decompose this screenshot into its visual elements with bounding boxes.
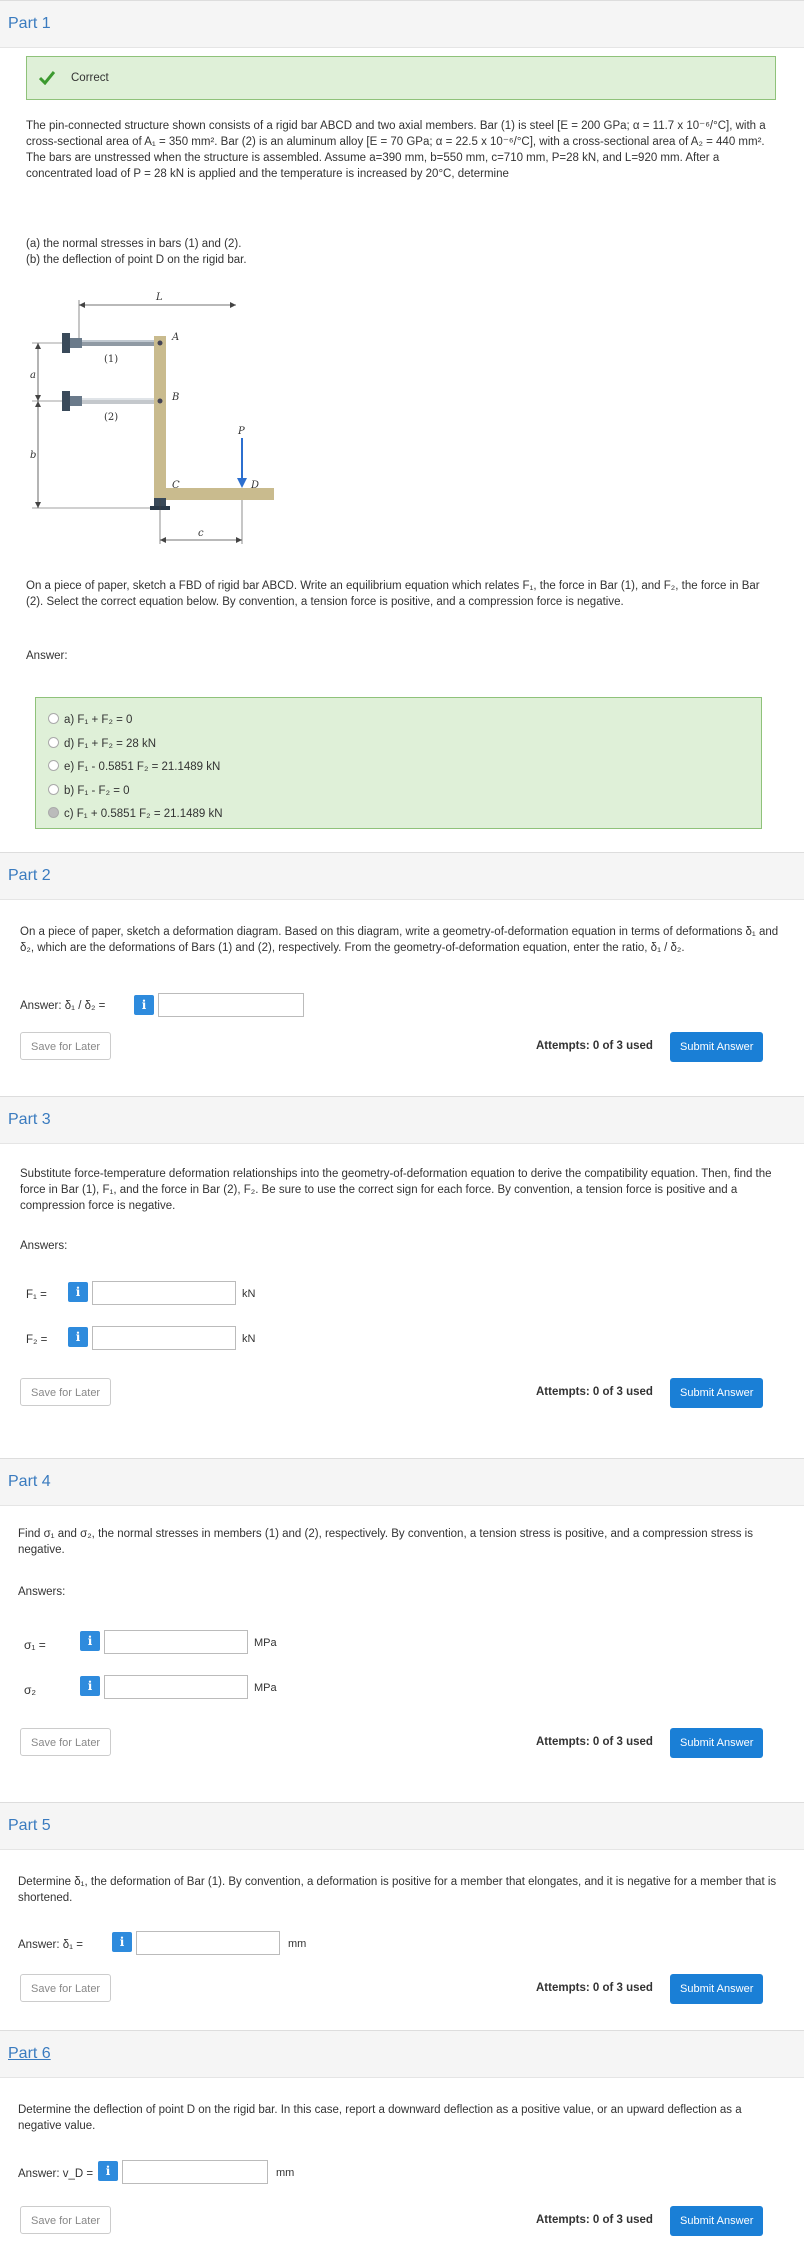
part-4 bbox=[0, 1458, 804, 1780]
option-a[interactable] bbox=[48, 713, 132, 726]
point-B-label: B bbox=[172, 392, 180, 403]
part-5-text: Determine δ₁, the deformation of Bar (1). By convention, a deformation is positive for a member that elongates, and it is negative for a member that is shortened. bbox=[18, 1876, 777, 1904]
dim-c-label: c bbox=[198, 528, 204, 539]
load-P-label: P bbox=[238, 426, 245, 437]
structure-diagram bbox=[24, 288, 424, 548]
sigma2-input[interactable] bbox=[104, 1675, 248, 1699]
attempts-counter: Attempts: 0 of 3 used bbox=[536, 1386, 653, 1398]
submit-answer-button[interactable]: Submit Answer bbox=[670, 1032, 763, 1062]
info-icon[interactable]: i bbox=[80, 1631, 100, 1651]
dim-a-label: a bbox=[30, 370, 36, 381]
part-2-header bbox=[0, 852, 804, 900]
sigma2-unit: MPa bbox=[254, 1682, 277, 1694]
problem-item-a: (a) the normal stresses in bars (1) and (2). bbox=[26, 238, 242, 250]
option-d-label: d) F₁ + F₂ = 28 kN bbox=[64, 738, 157, 750]
point-D-label: D bbox=[251, 480, 260, 491]
attempts-counter: Attempts: 0 of 3 used bbox=[536, 1982, 653, 1994]
options-panel bbox=[35, 697, 762, 829]
part-3-answers-label: Answers: bbox=[20, 1240, 68, 1252]
submit-answer-button[interactable]: Submit Answer bbox=[670, 1378, 763, 1408]
submit-answer-button[interactable]: Submit Answer bbox=[670, 1728, 763, 1758]
option-b[interactable] bbox=[48, 784, 130, 797]
save-for-later-button[interactable]: Save for Later bbox=[20, 1032, 111, 1060]
f1-label: F₁ = bbox=[26, 1289, 47, 1301]
submit-answer-button[interactable]: Submit Answer bbox=[670, 1974, 763, 2004]
info-icon[interactable]: i bbox=[68, 1282, 88, 1302]
part-6-header bbox=[0, 2030, 804, 2078]
part-2 bbox=[0, 852, 804, 1084]
part-6 bbox=[0, 2030, 804, 2258]
f2-label: F₂ = bbox=[26, 1334, 48, 1346]
delta1-unit: mm bbox=[288, 1938, 307, 1950]
correct-banner bbox=[26, 56, 776, 100]
problem-text: The pin-connected structure shown consists of a rigid bar ABCD and two axial members. Bar (1) is steel [E = 200 GPa; α = 11.7 x 10⁻⁶/°C], with a cross-sectional area of A₁ = 350 mm². Bar (2) is an aluminum alloy [E = 70 GPa; α = 22.5 x 10⁻⁶/°C], with a cross-sectional area of A₂ = 440 mm². The bars are unstressed when the structure is assembled. Assume a=390 mm, b=550 mm, c=710 mm, P=28 kN, and L=920 mm. After a concentrated load of P = 28 kN is applied and the temperature is increased by 20°C, determine bbox=[26, 120, 766, 180]
part-3 bbox=[0, 1096, 804, 1436]
part-5-title[interactable]: Part 5 bbox=[8, 1817, 51, 1834]
option-c-label: c) F₁ + 0.5851 F₂ = 21.1489 kN bbox=[64, 808, 223, 820]
part-4-header bbox=[0, 1458, 804, 1506]
option-a-label: a) F₁ + F₂ = 0 bbox=[64, 714, 133, 726]
part-3-header bbox=[0, 1096, 804, 1144]
radio-icon[interactable] bbox=[48, 760, 59, 771]
option-e-label: e) F₁ - 0.5851 F₂ = 21.1489 kN bbox=[64, 761, 221, 773]
save-for-later-button[interactable]: Save for Later bbox=[20, 1728, 111, 1756]
part-4-answers-label: Answers: bbox=[18, 1586, 66, 1598]
problem-item-b: (b) the deflection of point D on the rigid bar. bbox=[26, 254, 247, 266]
f1-input[interactable] bbox=[92, 1281, 236, 1305]
info-icon[interactable]: i bbox=[112, 1932, 132, 1952]
dim-b-label: b bbox=[30, 450, 37, 461]
submit-answer-button[interactable]: Submit Answer bbox=[670, 2206, 763, 2236]
info-icon[interactable]: i bbox=[98, 2161, 118, 2181]
option-c[interactable] bbox=[48, 807, 223, 820]
part-6-title[interactable]: Part 6 bbox=[8, 2045, 51, 2062]
sigma1-unit: MPa bbox=[254, 1637, 277, 1649]
part-2-answer-label: Answer: δ₁ / δ₂ = bbox=[20, 1000, 106, 1012]
part-2-text: On a piece of paper, sketch a deformation diagram. Based on this diagram, write a geometry-of-deformation equation in terms of deformations δ₁ and δ₂, which are the deformations of Bars (1) and (2), respectively. From the geometry-of-deformation equation, enter the ratio, δ₁ / δ₂. bbox=[20, 926, 779, 954]
checkmark-icon bbox=[39, 71, 55, 85]
point-A-label: A bbox=[172, 332, 180, 343]
attempts-counter: Attempts: 0 of 3 used bbox=[536, 2214, 653, 2226]
part-1-title[interactable]: Part 1 bbox=[8, 15, 51, 32]
radio-icon[interactable] bbox=[48, 784, 59, 795]
part-4-text: Find σ₁ and σ₂, the normal stresses in members (1) and (2), respectively. By convention, a tension stress is positive, and a compression stress is negative. bbox=[18, 1528, 753, 1556]
sigma2-label: σ₂ bbox=[24, 1683, 37, 1697]
part-4-title[interactable]: Part 4 bbox=[8, 1473, 51, 1490]
save-for-later-button[interactable]: Save for Later bbox=[20, 2206, 111, 2234]
part-5 bbox=[0, 1802, 804, 2030]
part-1-header bbox=[0, 0, 804, 48]
vd-unit: mm bbox=[276, 2167, 295, 2179]
save-for-later-button[interactable]: Save for Later bbox=[20, 1974, 111, 2002]
radio-icon[interactable] bbox=[48, 713, 59, 724]
vd-input[interactable] bbox=[122, 2160, 268, 2184]
part-2-title[interactable]: Part 2 bbox=[8, 867, 51, 884]
part-5-header bbox=[0, 1802, 804, 1850]
delta1-input[interactable] bbox=[136, 1931, 280, 1955]
dim-L-label: L bbox=[156, 292, 163, 303]
radio-selected-icon[interactable] bbox=[48, 807, 59, 818]
f1-unit: kN bbox=[242, 1288, 256, 1300]
info-icon[interactable]: i bbox=[134, 995, 154, 1015]
option-d[interactable] bbox=[48, 737, 156, 750]
part-1 bbox=[0, 0, 804, 840]
part-3-title[interactable]: Part 3 bbox=[8, 1111, 51, 1128]
bar2-label: (2) bbox=[104, 412, 119, 423]
radio-icon[interactable] bbox=[48, 737, 59, 748]
correct-label: Correct bbox=[71, 72, 109, 84]
option-b-label: b) F₁ - F₂ = 0 bbox=[64, 785, 130, 797]
sigma1-input[interactable] bbox=[104, 1630, 248, 1654]
point-C-label: C bbox=[172, 480, 180, 491]
attempts-counter: Attempts: 0 of 3 used bbox=[536, 1736, 653, 1748]
attempts-counter: Attempts: 0 of 3 used bbox=[536, 1040, 653, 1052]
f2-unit: kN bbox=[242, 1333, 256, 1345]
part-5-answer-label: Answer: δ₁ = bbox=[18, 1939, 83, 1951]
fbd-instruction: On a piece of paper, sketch a FBD of rigid bar ABCD. Write an equilibrium equation which relates F₁, the force in Bar (1), and F₂, the force in Bar (2). Select the correct equation below. By convention, a tension force is positive, and a compression force is negative. bbox=[26, 580, 760, 608]
ratio-input[interactable] bbox=[158, 993, 304, 1017]
part-1-answer-label: Answer: bbox=[26, 650, 68, 662]
info-icon[interactable]: i bbox=[68, 1327, 88, 1347]
f2-input[interactable] bbox=[92, 1326, 236, 1350]
save-for-later-button[interactable]: Save for Later bbox=[20, 1378, 111, 1406]
option-e[interactable] bbox=[48, 760, 220, 773]
bar1-label: (1) bbox=[104, 354, 119, 365]
sigma1-label: σ₁ = bbox=[24, 1638, 46, 1652]
part-6-answer-label: Answer: v_D = bbox=[18, 2168, 94, 2180]
part-6-text: Determine the deflection of point D on the rigid bar. In this case, report a downward deflection as a positive value, or an upward deflection as a negative value. bbox=[18, 2104, 742, 2132]
info-icon[interactable]: i bbox=[80, 1676, 100, 1696]
part-3-text: Substitute force-temperature deformation relationships into the geometry-of-deformation equation to derive the compatibility equation. Then, find the force in Bar (1), F₁, and the force in Bar (2), F₂. Be sure to use the correct sign for each force. By convention, a tension force is positive and a compression force is negative. bbox=[20, 1168, 772, 1212]
